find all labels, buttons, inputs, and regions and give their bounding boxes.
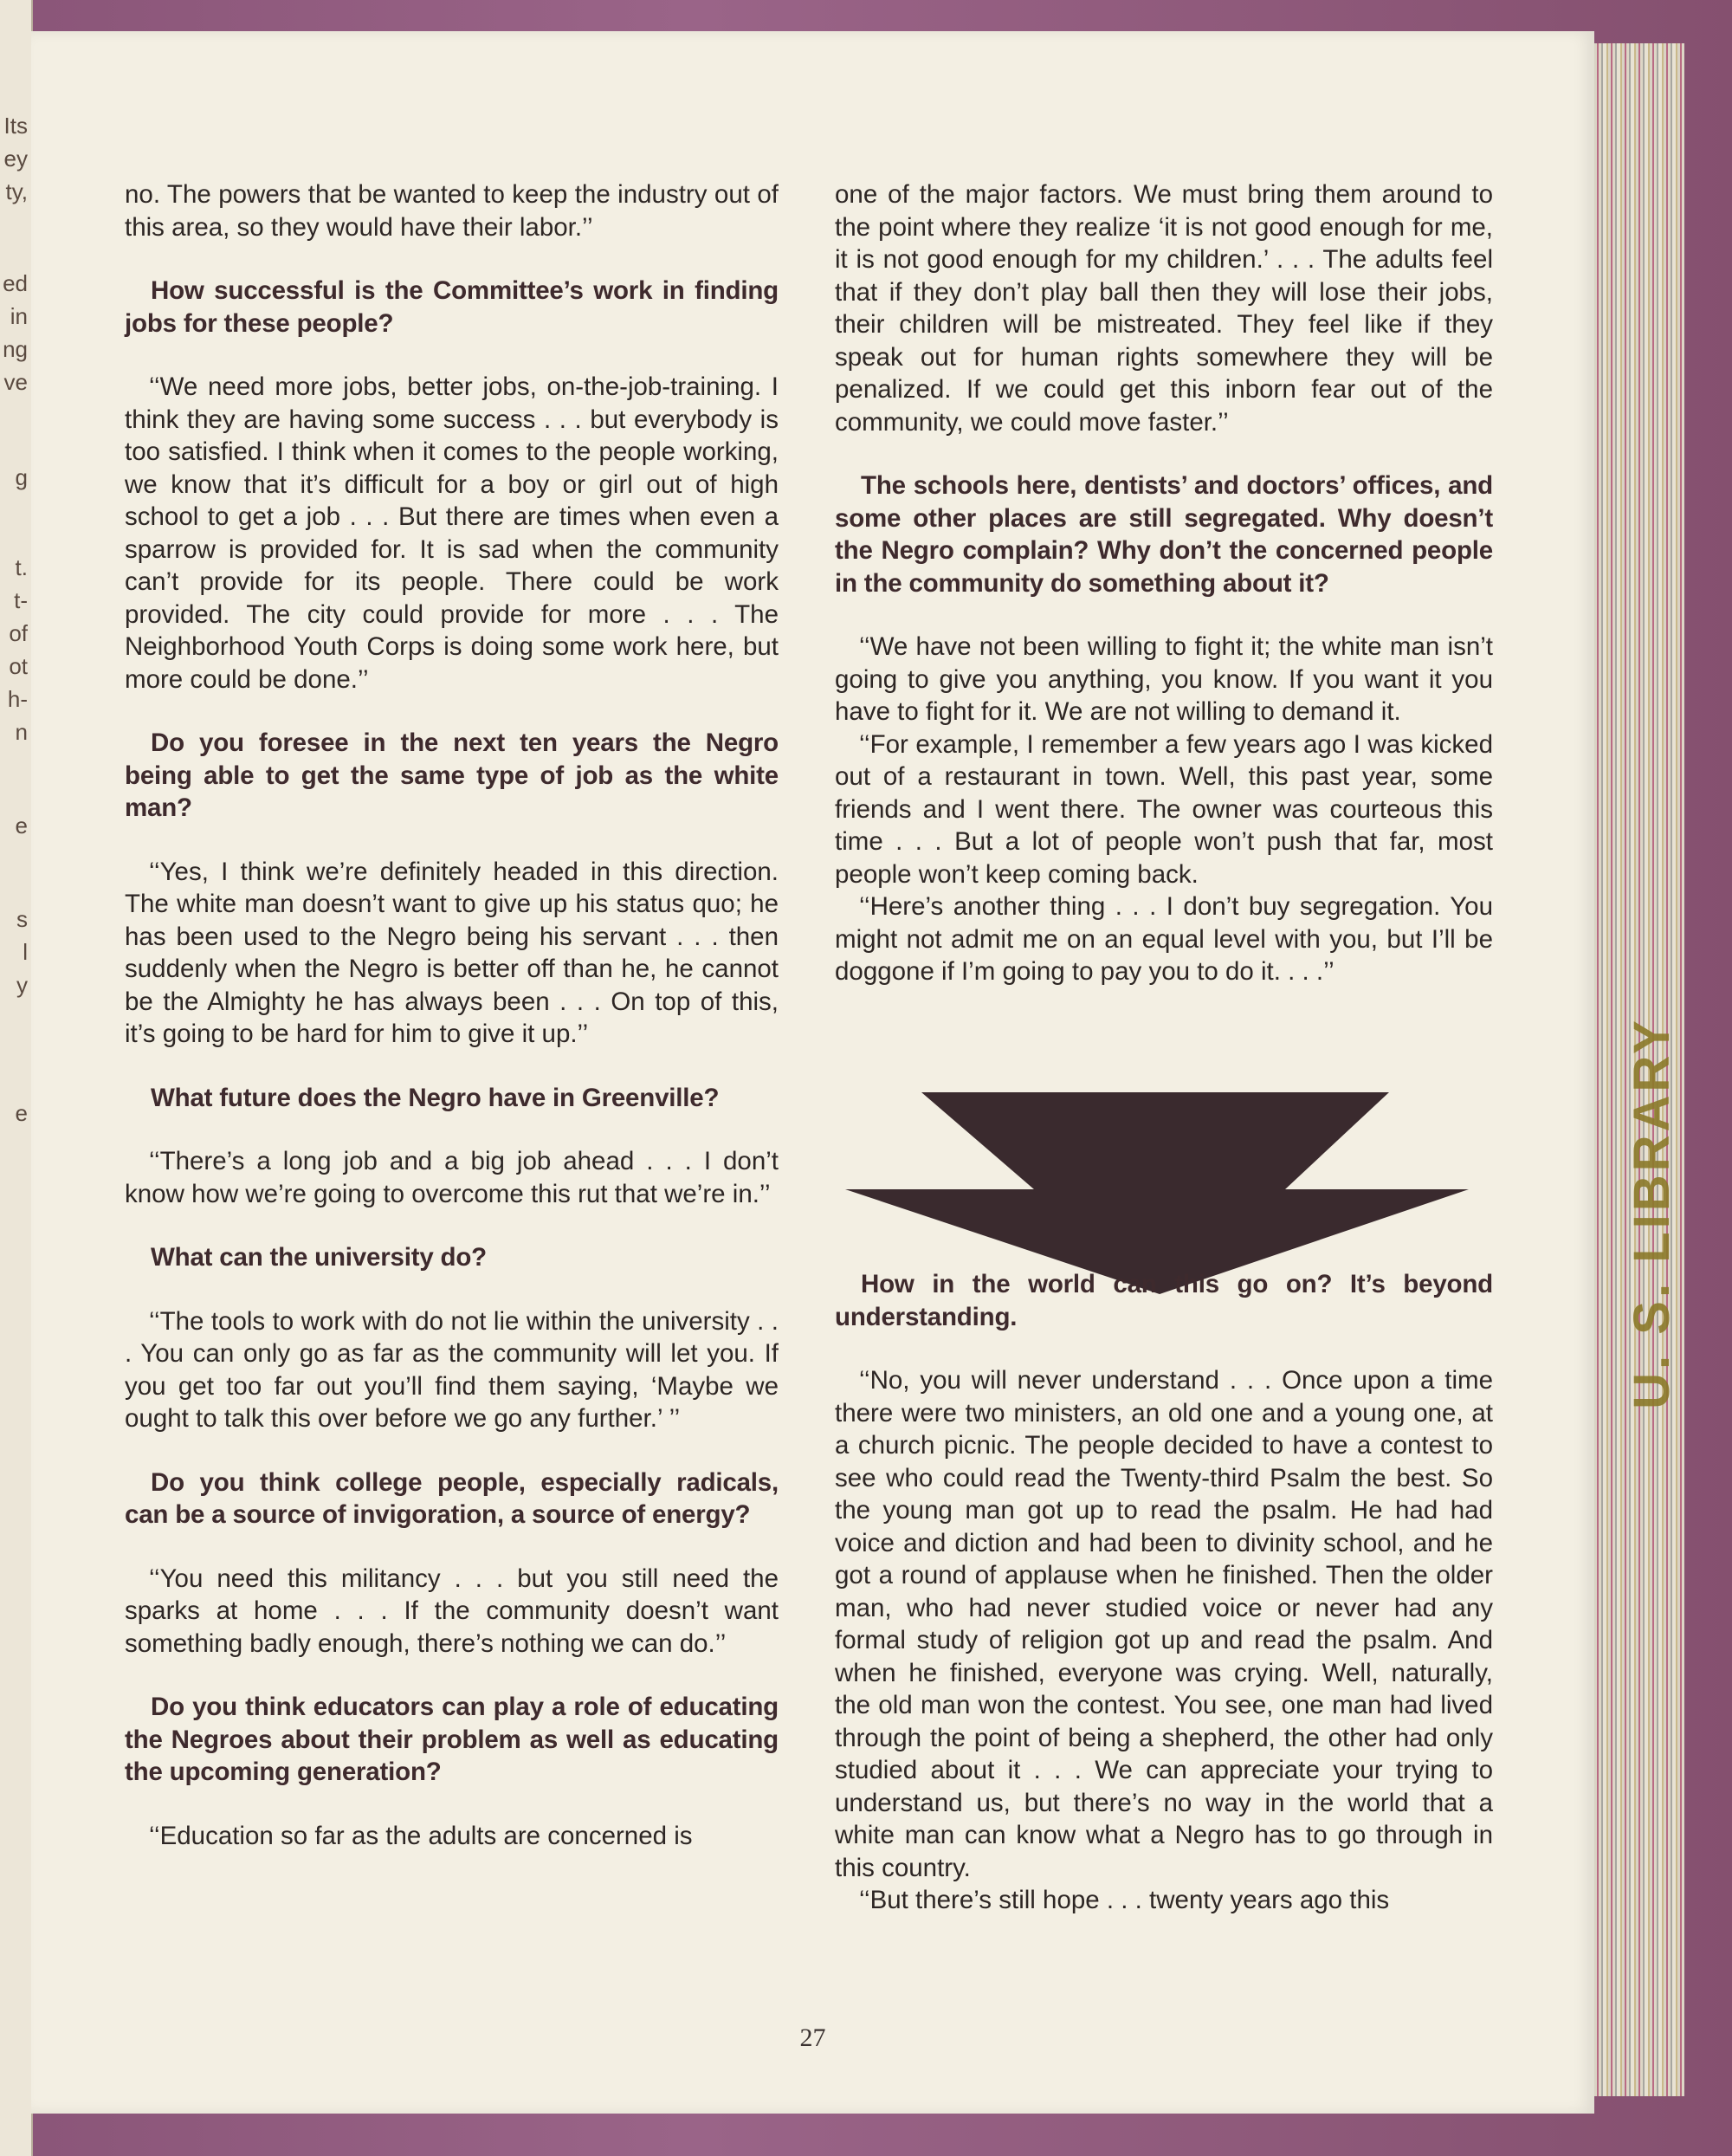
interview-answer: ‘‘No, you will never understand . . . Once upon a time there were two ministers, an old one and a young one, at a church picnic. The people decided to have a contest to see who could read the Twenty-third Psalm the best. So the young man got up to read the psalm. He had had voice and diction and had been to divinity school, and he got a round of applause when he finished. Then the older man, who had never studied voice or never had any formal study of religion got up and read the psalm. And when he finished, everyone was crying. Well, naturally, the old man won the contest. You see, one man had lived through the point of being a shepherd, the other had only studied about it . . . We can appreciate your trying to understand us, but there’s no way in the world that a white man can know what a Negro has to go through in this country. <box>835 1366 1493 1882</box>
interview-question: The schools here, dentists’ and doctors’ offices, and some other places are still segregated. Why doesn’t the Negro complain? Why don’t the concerned people in the community do something about it? <box>835 471 1493 598</box>
previous-page-edge <box>0 0 33 2156</box>
interview-question: What future does the Negro have in Greenville? <box>151 1083 720 1112</box>
margin-fragment: Its <box>3 113 28 139</box>
paragraph: no. The powers that be wanted to keep the industry out of this area, so they would have their labor.’’ <box>125 180 779 242</box>
book-page <box>31 31 1594 2114</box>
left-column <box>125 178 779 1852</box>
interview-answer: ‘‘Here’s another thing . . . I don’t buy segregation. You might not admit me on an equal level with you, but I’ll be doggone if I’m going to pay you to do it. . . .’’ <box>835 892 1493 986</box>
interview-answer: ‘‘Education so far as the adults are concerned is <box>149 1821 693 1850</box>
interview-question: How in the world can this go on? It’s beyond understanding. <box>835 1270 1493 1331</box>
library-stamp <box>1621 936 1682 1490</box>
margin-fragment: ed <box>3 270 28 296</box>
right-column-bottom <box>835 1268 1493 1917</box>
margin-fragment: in <box>10 303 28 329</box>
margin-fragment: ey <box>3 146 28 172</box>
library-stamp-text: U. S. LIBRARY <box>1623 1016 1680 1409</box>
interview-answer: ‘‘We need more jobs, better jobs, on-the-job-training. I think they are having some success . . . but everybody is too satisfied. I think when it comes to the people working, we know that it’s difficult for a boy or girl out of high school to get a job . . . But there are times when even a sparrow is provided for. It is sad when the community can’t provide for its people. There could be work provided. The city could provide for more . . . The Neighborhood Youth Corps is doing some work here, but more could be done.’’ <box>125 372 779 694</box>
page-number: 27 <box>799 2023 826 2052</box>
margin-fragment: ve <box>3 369 28 395</box>
margin-fragment: y <box>16 972 28 998</box>
margin-fragment: s <box>16 906 28 932</box>
interview-question: Do you foresee in the next ten years the Negro being able to get the same type of job as the white man? <box>125 728 779 822</box>
margin-fragment: ty, <box>5 178 28 204</box>
margin-fragment: h- <box>7 686 28 712</box>
margin-fragment: n <box>15 719 28 745</box>
down-arrow-graphic <box>845 1090 1469 1298</box>
interview-question: Do you think educators can play a role of educating the Negroes about their problem as well as educating the upcoming generation? <box>125 1693 779 1786</box>
margin-fragment: l <box>23 939 28 965</box>
margin-fragment: t- <box>14 587 28 613</box>
interview-question: Do you think college people, especially radicals, can be a source of invigoration, a source of energy? <box>125 1467 779 1529</box>
margin-fragment: ng <box>3 336 28 362</box>
down-arrow-icon <box>845 1092 1469 1294</box>
interview-answer: ‘‘We have not been willing to fight it; the white man isn’t going to give you anything, you know. If you want it you have to fight for it. We are not willing to demand it. <box>835 632 1493 726</box>
margin-fragment: g <box>15 464 28 490</box>
paragraph: one of the major factors. We must bring them around to the point where they realize ‘it is not good enough for me, it is not good enough for my children.’ . . . The adults feel that if they don’t play ball then they will lose their jobs, their children will be mistreated. They feel like if they speak out for human rights somewhere they will be penalized. If we could get this inborn fear out of the community, we could move faster.’’ <box>835 180 1493 437</box>
interview-answer: ‘‘There’s a long job and a big job ahead . . . I don’t know how we’re going to overcome this rut that we’re in.’’ <box>125 1147 779 1208</box>
margin-fragment: ot <box>9 653 28 679</box>
margin-fragment: of <box>9 620 28 646</box>
right-column-top <box>835 178 1493 988</box>
margin-fragment: e <box>15 813 28 838</box>
interview-answer: ‘‘For example, I remember a few years ago I was kicked out of a restaurant in town. Well, this past year, some friends and I went there. The owner was courteous this time . . . But a lot of people won’t push that far, most people won’t keep coming back. <box>835 729 1493 889</box>
margin-fragment: e <box>15 1100 28 1126</box>
interview-answer: ‘‘But there’s still hope . . . twenty years ago this <box>859 1886 1390 1914</box>
interview-answer: ‘‘The tools to work with do not lie within the university . . . You can only go as far as the community will let you. If you get too far out you’ll find them saying, ‘Maybe we ought to talk this over before we go any further.’ ’’ <box>125 1306 779 1433</box>
interview-answer: ‘‘You need this militancy . . . but you still need the sparks at home . . . If the community doesn’t want something badly enough, there’s nothing we can do.’’ <box>125 1564 779 1658</box>
interview-question: What can the university do? <box>151 1243 487 1272</box>
margin-fragment: t. <box>15 554 28 580</box>
interview-question: How successful is the Committee’s work in finding jobs for these people? <box>125 276 779 338</box>
interview-answer: ‘‘Yes, I think we’re definitely headed in this direction. The white man doesn’t want to give up his status quo; he has been used to the Negro being his servant . . . then suddenly when the Negro is better off than he, he cannot be the Almighty he has always been . . . On top of this, it’s going to be hard for him to give it up.’’ <box>125 857 779 1048</box>
